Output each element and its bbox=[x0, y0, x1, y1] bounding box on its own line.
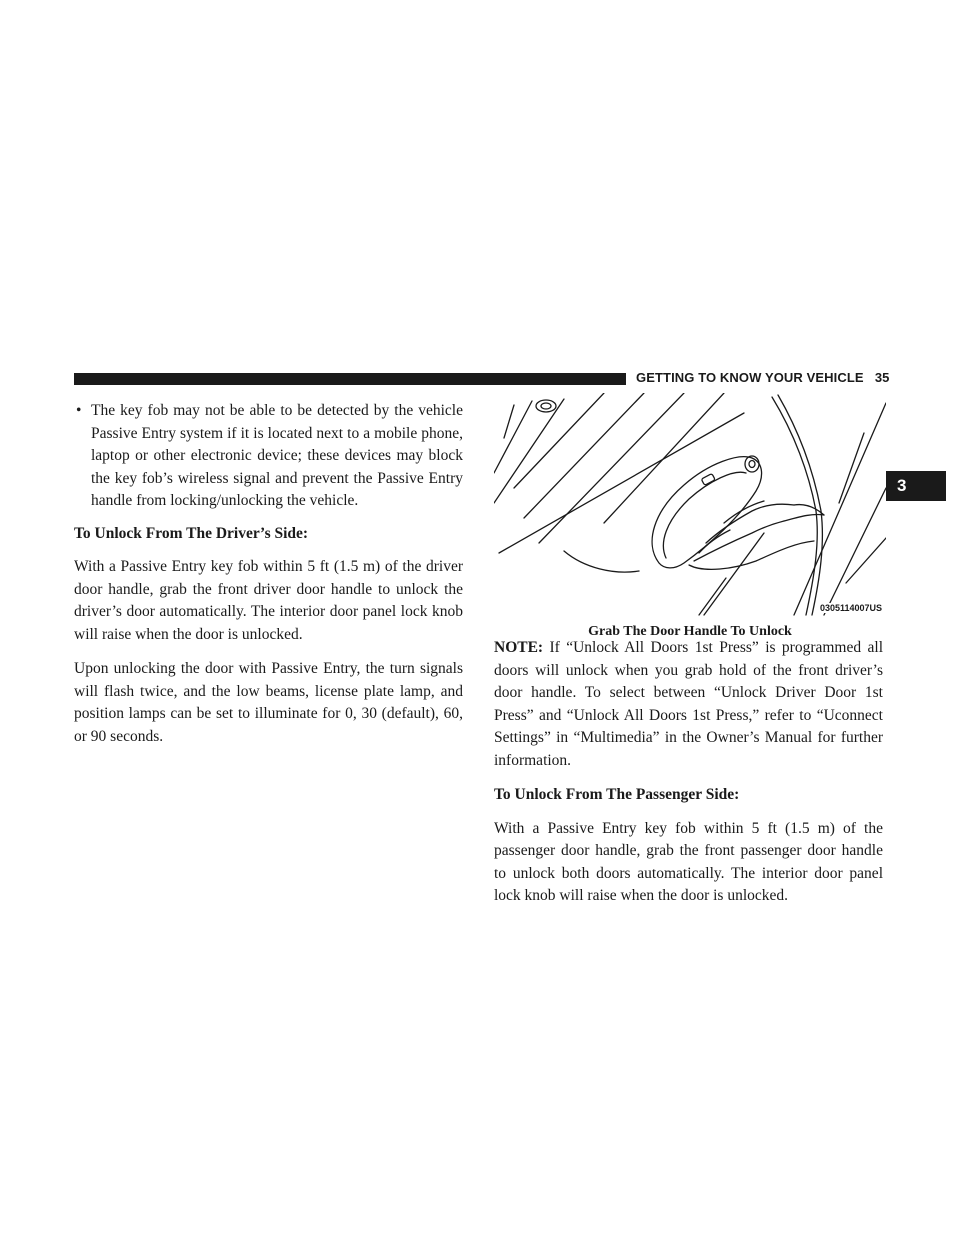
bullet-item bbox=[74, 400, 463, 513]
heading-passenger-side: To Unlock From The Passenger Side: bbox=[494, 786, 740, 803]
door-handle-drawing bbox=[494, 393, 886, 618]
running-header bbox=[636, 370, 890, 385]
figure-caption: Grab The Door Handle To Unlock bbox=[588, 624, 792, 639]
chapter-tab: 3 bbox=[886, 471, 946, 501]
left-column bbox=[74, 400, 463, 760]
door-handle-illustration bbox=[494, 393, 886, 618]
bullet-mark: • bbox=[76, 402, 82, 419]
note-label: NOTE: bbox=[494, 639, 544, 656]
paragraph-lamp-timing: Upon unlocking the door with Passive Entry, the turn signals will flash twice, and the low beams, license plate lamp, and position lamps can be set to illuminate for 0, 30 (default), 60, or 90 seconds. bbox=[74, 660, 463, 745]
figure-code: 0305114007US bbox=[819, 603, 882, 613]
paragraph-passenger-side: With a Passive Entry key fob within 5 ft (1.5 m) of the passenger door handle, grab the front passenger door handle to unlock both doors automatically. The interior door panel lock knob will raise when the door is unlocked. bbox=[494, 819, 883, 904]
heading-driver-side: To Unlock From The Driver’s Side: bbox=[74, 524, 309, 542]
bullet-text: The key fob may not be able to be detected by the vehicle Passive Entry system if it is located next to a mobile phone, laptop or other electronic device; these devices may block the key fob’s wireless signal and prevent the Passive Entry handle from locking/unlocking the vehicle. bbox=[91, 402, 463, 509]
note-text: If “Unlock All Doors 1st Press” is programmed all doors will unlock when you grab hold of the front driver’s door handle. To select between “Unlock Driver Door 1st Press” and “Unlock All Doors 1st Press,” refer to “Uconnect Settings” in “Multimedia” in the Owner’s Manual for further information. bbox=[494, 639, 883, 769]
page-number: 35 bbox=[874, 370, 890, 385]
section-title: GETTING TO KNOW YOUR VEHICLE bbox=[636, 370, 864, 385]
note-paragraph bbox=[494, 637, 883, 772]
right-column bbox=[494, 637, 883, 920]
paragraph-driver-side: With a Passive Entry key fob within 5 ft (1.5 m) of the driver door handle, grab the front driver door handle to unlock the driver’s door automatically. The interior door panel lock knob will raise when the door is unlocked. bbox=[74, 558, 463, 643]
header-rule bbox=[74, 373, 626, 385]
